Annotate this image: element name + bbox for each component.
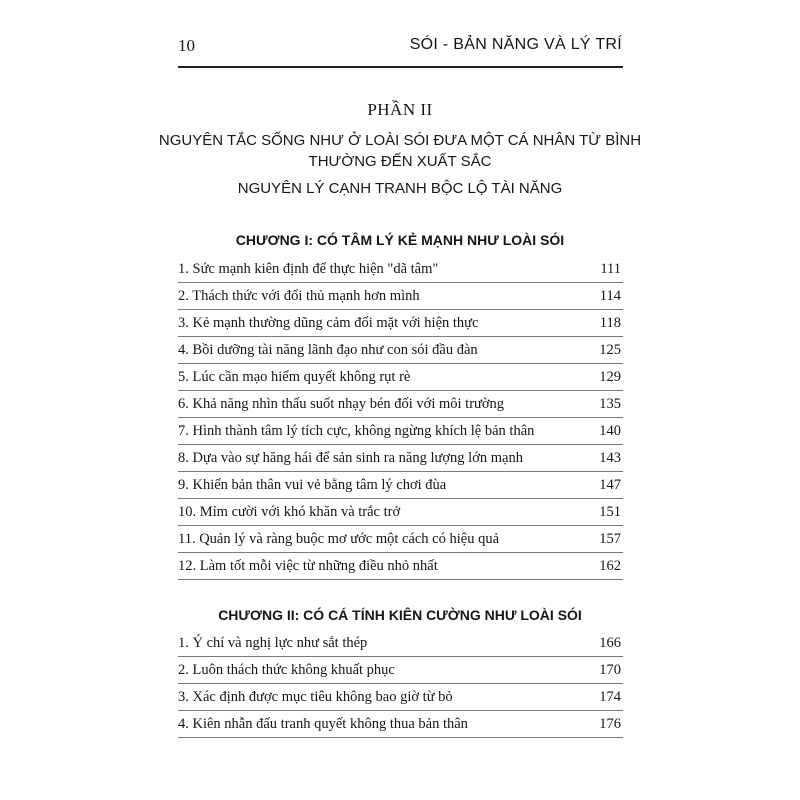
toc-entry-page: 114 [599,287,621,304]
toc-entry-page: 129 [599,368,621,385]
toc-entry [178,256,623,283]
toc-entry-page: 118 [599,314,621,331]
toc-entry-title: 2. Luôn thách thức không khuất phục [178,661,395,678]
toc-entry-page: 143 [599,449,621,466]
toc-entry-title: 2. Thách thức với đối thủ mạnh hơn mình [178,287,420,304]
toc-entry [178,310,623,337]
chapter-2-heading: CHƯƠNG II: CÓ CÁ TÍNH KIÊN CƯỜNG NHƯ LOÀI SÓI [218,607,582,623]
toc-entry [178,337,623,364]
chapter-1-toc [178,256,623,580]
toc-entry-title: 10. Mỉm cười với khó khăn và trắc trở [178,503,401,520]
part-subtitle-line-1: NGUYÊN TẮC SỐNG NHƯ Ở LOÀI SÓI ĐƯA MỘT CÁ NHÂN TỪ BÌNH [158,132,642,149]
toc-entry-page: 157 [599,530,621,547]
toc-entry-title: 5. Lúc cần mạo hiểm quyết không rụt rè [178,368,411,385]
toc-entry-title: 4. Bồi dưỡng tài năng lãnh đạo như con sói đầu đàn [178,341,478,358]
chapter-1-heading: CHƯƠNG I: CÓ TÂM LÝ KẺ MẠNH NHƯ LOÀI SÓI [235,232,565,248]
toc-entry-page: 176 [599,715,621,732]
toc-entry-page: 174 [599,688,621,705]
toc-entry-title: 6. Khả năng nhìn thấu suốt nhạy bén đối với môi trường [178,395,505,412]
toc-entry-page: 111 [600,260,621,277]
toc-entry-title: 3. Xác định được mục tiêu không bao giờ từ bỏ [178,688,453,705]
toc-entry-title: 9. Khiến bản thân vui vẻ bằng tâm lý chơi đùa [178,476,447,493]
toc-entry-title: 11. Quản lý và ràng buộc mơ ước một cách có hiệu quả [178,530,500,547]
toc-entry [178,418,623,445]
toc-entry [178,684,623,711]
toc-entry [178,630,623,657]
toc-entry [178,553,623,580]
toc-entry-page: 162 [599,557,621,574]
header-rule [178,66,623,68]
toc-entry [178,711,623,738]
toc-entry-title: 12. Làm tốt mỗi việc từ những điều nhỏ nhất [178,557,438,574]
toc-entry [178,445,623,472]
running-title: SÓI - BẢN NĂNG VÀ LÝ TRÍ [409,36,622,53]
toc-entry-title: 4. Kiên nhẫn đấu tranh quyết không thua bản thân [178,715,468,732]
toc-entry [178,526,623,553]
part-subtitle [0,130,800,172]
toc-entry-page: 170 [599,661,621,678]
chapter-2-toc [178,630,623,738]
toc-entry-title: 7. Hình thành tâm lý tích cực, không ngừng khích lệ bản thân [178,422,535,439]
toc-entry [178,499,623,526]
toc-entry-title: 3. Kẻ mạnh thường dũng cảm đối mặt với hiện thực [178,314,479,331]
toc-entry-title: 1. Sức mạnh kiên định để thực hiện "dã tâm" [178,260,439,277]
part-subtitle-line-2: THƯỜNG ĐẾN XUẤT SẮC [308,153,492,170]
part-title: PHẦN II [367,100,433,119]
toc-entry [178,283,623,310]
toc-entry-page: 140 [599,422,621,439]
toc-entry [178,391,623,418]
toc-entry-page: 125 [599,341,621,358]
toc-entry-page: 147 [599,476,621,493]
toc-entry [178,364,623,391]
toc-entry-title: 1. Ý chí và nghị lực như sắt thép [178,634,368,651]
toc-entry-page: 166 [599,634,621,651]
part-principle: NGUYÊN LÝ CẠNH TRANH BỘC LỘ TÀI NĂNG [237,180,563,197]
toc-entry-page: 151 [599,503,621,520]
toc-entry [178,472,623,499]
toc-entry-title: 8. Dựa vào sự hăng hái để sản sinh ra năng lượng lớn mạnh [178,449,523,466]
toc-entry [178,657,623,684]
toc-entry-page: 135 [599,395,621,412]
page-number: 10 [178,36,195,55]
page-header [0,0,800,80]
